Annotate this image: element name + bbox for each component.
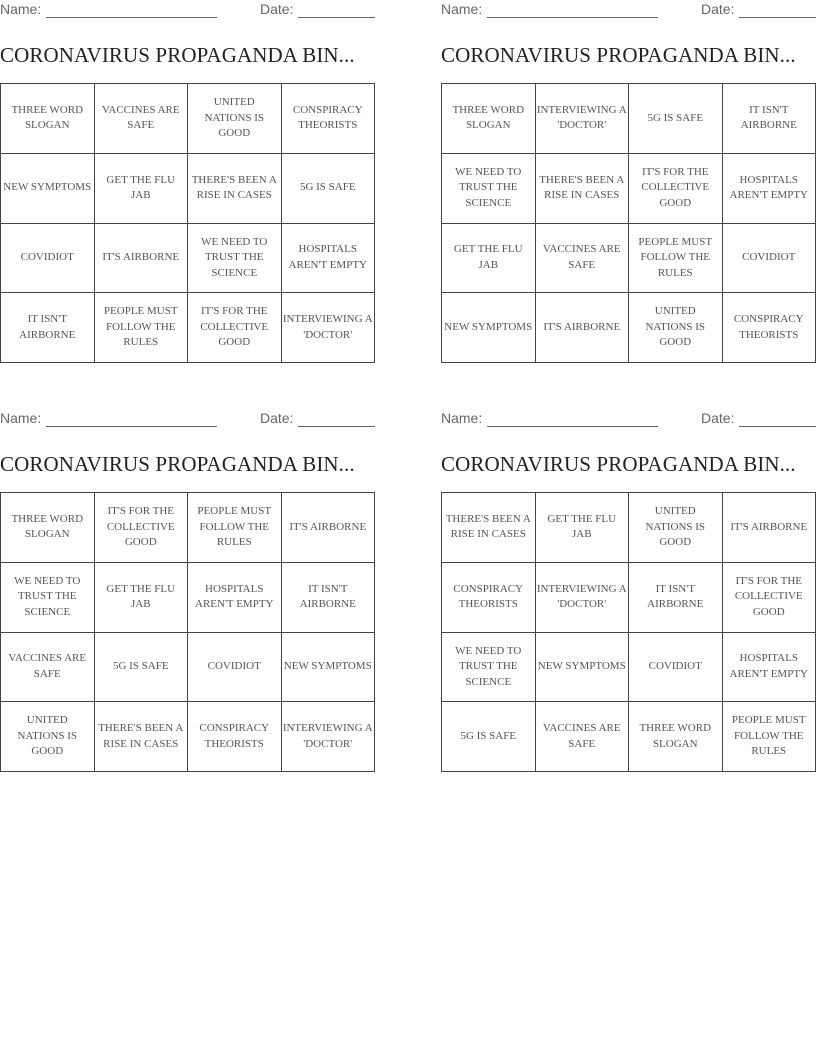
name-date-line (0, 410, 375, 430)
bingo-cell: IT ISN'T AIRBORNE (1, 293, 95, 363)
bingo-cell: PEOPLE MUST FOLLOW THE RULES (94, 293, 188, 363)
bingo-cell: IT'S FOR THE COLLECTIVE GOOD (94, 493, 188, 563)
bingo-cell: INTERVIEWING A 'DOCTOR' (281, 293, 375, 363)
bingo-grid (0, 492, 375, 772)
grid-row (1, 562, 375, 632)
bingo-cell: HOSPITALS AREN'T EMPTY (281, 223, 375, 293)
bingo-cell: CONSPIRACY THEORISTS (188, 702, 282, 772)
date-label: Date: (260, 1, 294, 17)
name-label: Name: (441, 410, 483, 426)
bingo-cell: THREE WORD SLOGAN (1, 493, 95, 563)
bingo-cell: UNITED NATIONS IS GOOD (629, 493, 723, 563)
bingo-cell: IT'S AIRBORNE (94, 223, 188, 293)
date-blank (739, 426, 816, 427)
grid-row (1, 493, 375, 563)
bingo-cell: NEW SYMPTOMS (535, 632, 629, 702)
bingo-cell: UNITED NATIONS IS GOOD (1, 702, 95, 772)
bingo-cell: IT'S AIRBORNE (722, 493, 816, 563)
bingo-cell: GET THE FLU JAB (94, 562, 188, 632)
bingo-grid (441, 83, 816, 363)
bingo-cell: UNITED NATIONS IS GOOD (629, 293, 723, 363)
bingo-cell: THERE'S BEEN A RISE IN CASES (188, 153, 282, 223)
bingo-cell: HOSPITALS AREN'T EMPTY (722, 153, 816, 223)
bingo-cell: IT ISN'T AIRBORNE (629, 562, 723, 632)
bingo-cell: HOSPITALS AREN'T EMPTY (188, 562, 282, 632)
bingo-cell: IT ISN'T AIRBORNE (281, 562, 375, 632)
name-date-line (441, 410, 816, 430)
grid-row (442, 84, 816, 154)
bingo-cell: INTERVIEWING A 'DOCTOR' (535, 562, 629, 632)
bingo-cell: CONSPIRACY THEORISTS (722, 293, 816, 363)
bingo-cell: UNITED NATIONS IS GOOD (188, 84, 282, 154)
bingo-cell: CONSPIRACY THEORISTS (442, 562, 536, 632)
bingo-cell: 5G IS SAFE (629, 84, 723, 154)
bingo-cell: VACCINES ARE SAFE (535, 702, 629, 772)
bingo-cell: GET THE FLU JAB (442, 223, 536, 293)
bingo-cell: 5G IS SAFE (442, 702, 536, 772)
date-blank (739, 17, 816, 18)
bingo-cell: THREE WORD SLOGAN (442, 84, 536, 154)
grid-row (1, 223, 375, 293)
bingo-cell: THERE'S BEEN A RISE IN CASES (94, 702, 188, 772)
bingo-cell: GET THE FLU JAB (535, 493, 629, 563)
bingo-cell: CONSPIRACY THEORISTS (281, 84, 375, 154)
bingo-cell: 5G IS SAFE (281, 153, 375, 223)
date-label: Date: (260, 410, 294, 426)
bingo-cell: PEOPLE MUST FOLLOW THE RULES (629, 223, 723, 293)
name-date-line (441, 1, 816, 21)
name-label: Name: (0, 410, 42, 426)
bingo-cell: WE NEED TO TRUST THE SCIENCE (188, 223, 282, 293)
grid-row (1, 84, 375, 154)
grid-row (1, 632, 375, 702)
bingo-cell: WE NEED TO TRUST THE SCIENCE (442, 153, 536, 223)
grid-row (442, 293, 816, 363)
bingo-cell: PEOPLE MUST FOLLOW THE RULES (188, 493, 282, 563)
bingo-cell: GET THE FLU JAB (94, 153, 188, 223)
bingo-cell: IT'S AIRBORNE (281, 493, 375, 563)
bingo-cell: NEW SYMPTOMS (442, 293, 536, 363)
date-label: Date: (701, 1, 735, 17)
bingo-cell: COVIDIOT (629, 632, 723, 702)
bingo-cell: COVIDIOT (1, 223, 95, 293)
name-blank (487, 17, 658, 18)
card-title: CORONAVIRUS PROPAGANDA BIN... (0, 452, 355, 476)
name-blank (46, 17, 217, 18)
name-label: Name: (441, 1, 483, 17)
bingo-cell: THERE'S BEEN A RISE IN CASES (442, 493, 536, 563)
bingo-cell: VACCINES ARE SAFE (1, 632, 95, 702)
date-blank (298, 426, 375, 427)
name-label: Name: (0, 1, 42, 17)
grid-row (442, 153, 816, 223)
date-label: Date: (701, 410, 735, 426)
name-blank (46, 426, 217, 427)
bingo-cell: NEW SYMPTOMS (1, 153, 95, 223)
bingo-cell: IT'S FOR THE COLLECTIVE GOOD (629, 153, 723, 223)
bingo-cell: THREE WORD SLOGAN (1, 84, 95, 154)
grid-row (442, 632, 816, 702)
bingo-grid (441, 492, 816, 772)
bingo-cell: VACCINES ARE SAFE (535, 223, 629, 293)
bingo-cell: HOSPITALS AREN'T EMPTY (722, 632, 816, 702)
grid-row (1, 153, 375, 223)
bingo-cell: IT'S FOR THE COLLECTIVE GOOD (188, 293, 282, 363)
bingo-cell: WE NEED TO TRUST THE SCIENCE (1, 562, 95, 632)
bingo-cell: IT'S FOR THE COLLECTIVE GOOD (722, 562, 816, 632)
bingo-cell: 5G IS SAFE (94, 632, 188, 702)
card-title: CORONAVIRUS PROPAGANDA BIN... (441, 452, 796, 476)
grid-row (442, 702, 816, 772)
bingo-grid (0, 83, 375, 363)
bingo-cell: INTERVIEWING A 'DOCTOR' (281, 702, 375, 772)
bingo-cell: COVIDIOT (722, 223, 816, 293)
bingo-cell: NEW SYMPTOMS (281, 632, 375, 702)
bingo-cell: IT'S AIRBORNE (535, 293, 629, 363)
date-blank (298, 17, 375, 18)
bingo-cell: WE NEED TO TRUST THE SCIENCE (442, 632, 536, 702)
grid-row (442, 493, 816, 563)
grid-row (442, 223, 816, 293)
grid-row (1, 702, 375, 772)
name-date-line (0, 1, 375, 21)
bingo-cell: COVIDIOT (188, 632, 282, 702)
name-blank (487, 426, 658, 427)
grid-row (1, 293, 375, 363)
bingo-cell: PEOPLE MUST FOLLOW THE RULES (722, 702, 816, 772)
bingo-cell: IT ISN'T AIRBORNE (722, 84, 816, 154)
card-title: CORONAVIRUS PROPAGANDA BIN... (441, 43, 796, 67)
bingo-cell: VACCINES ARE SAFE (94, 84, 188, 154)
bingo-cell: THERE'S BEEN A RISE IN CASES (535, 153, 629, 223)
bingo-cell: THREE WORD SLOGAN (629, 702, 723, 772)
card-title: CORONAVIRUS PROPAGANDA BIN... (0, 43, 355, 67)
grid-row (442, 562, 816, 632)
bingo-cell: INTERVIEWING A 'DOCTOR' (535, 84, 629, 154)
